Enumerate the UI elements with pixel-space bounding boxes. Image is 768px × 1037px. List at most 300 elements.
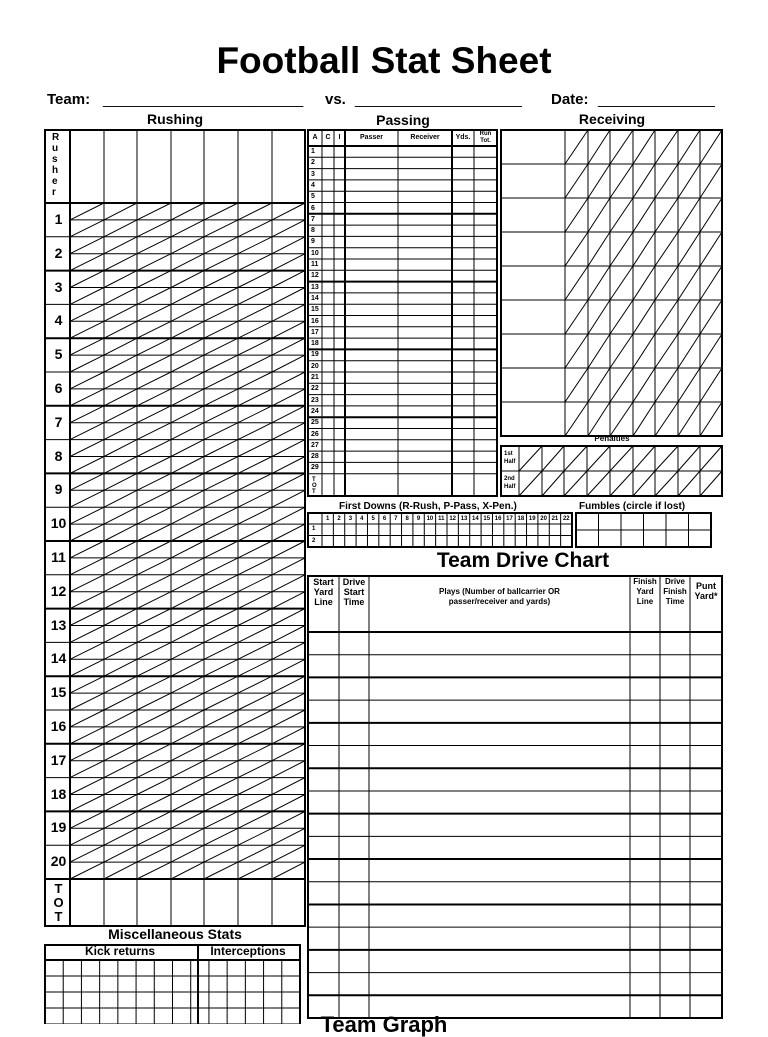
- rushing-title: Rushing: [147, 111, 203, 127]
- rushing-slash: [70, 828, 104, 845]
- rushing-total-letter: O: [53, 895, 64, 910]
- penalties-slash: [633, 446, 655, 471]
- receiving-title: Receiving: [578, 111, 646, 127]
- receiving-slash: [588, 334, 610, 368]
- rushing-slash: [137, 811, 171, 828]
- rushing-slash: [171, 778, 204, 795]
- rushing-slash: [238, 288, 272, 305]
- rushing-slash: [104, 423, 137, 440]
- rushing-slash: [204, 389, 238, 406]
- rushing-slash: [204, 423, 238, 440]
- passing-col-total: Tot.: [480, 138, 491, 144]
- drive-col-start-yard: Line: [314, 597, 333, 607]
- rushing-slash: [238, 355, 272, 372]
- rushing-slash: [238, 541, 272, 558]
- rushing-slash: [70, 811, 104, 828]
- rushing-slash: [204, 288, 238, 305]
- rushing-slash: [104, 440, 137, 457]
- receiving-slash: [655, 334, 678, 368]
- penalties-half2-a: 2nd: [504, 476, 515, 482]
- rushing-slash: [238, 304, 272, 321]
- drive-col-start-yard: Start: [313, 577, 334, 587]
- passing-row-number: 5: [311, 193, 315, 201]
- rushing-slash: [238, 473, 272, 490]
- rushing-row-number: 11: [51, 549, 66, 565]
- rushing-slash: [137, 778, 171, 795]
- rushing-slash: [272, 778, 305, 795]
- receiving-slash: [678, 402, 700, 436]
- rushing-slash: [104, 659, 137, 676]
- receiving-slash: [678, 164, 700, 198]
- rushing-slash: [238, 558, 272, 575]
- rusher-header-letter: s: [52, 154, 58, 165]
- rushing-slash: [104, 727, 137, 744]
- passing-row-number: 25: [311, 419, 319, 427]
- rushing-slash: [104, 592, 137, 609]
- rushing-slash: [137, 727, 171, 744]
- first-downs-col-number: 20: [540, 516, 547, 522]
- receiving-slash: [588, 232, 610, 266]
- receiving-slash: [610, 164, 633, 198]
- rushing-slash: [171, 710, 204, 727]
- rushing-slash: [171, 828, 204, 845]
- rushing-slash: [137, 524, 171, 541]
- rushing-slash: [171, 676, 204, 693]
- rushing-slash: [272, 507, 305, 524]
- rushing-slash: [104, 304, 137, 321]
- passing-row-number: 14: [311, 294, 319, 302]
- penalties-slash: [655, 446, 678, 471]
- rushing-table-border: [45, 130, 305, 926]
- rushing-slash: [137, 304, 171, 321]
- rushing-slash: [104, 541, 137, 558]
- first-downs-col-number: 2: [337, 516, 341, 522]
- rushing-slash: [137, 609, 171, 626]
- page-title: Football Stat Sheet: [216, 40, 552, 81]
- rushing-slash: [104, 203, 137, 220]
- rushing-slash: [238, 237, 272, 254]
- rushing-slash: [171, 473, 204, 490]
- rushing-row-number: 16: [50, 718, 67, 734]
- rushing-slash: [104, 609, 137, 626]
- passing-row-number: 28: [311, 453, 319, 461]
- rushing-slash: [238, 642, 272, 659]
- rushing-slash: [238, 220, 272, 237]
- rushing-slash: [137, 845, 171, 862]
- rushing-row-number: 3: [54, 278, 63, 295]
- rushing-slash: [104, 524, 137, 541]
- rushing-slash: [272, 288, 305, 305]
- opponent-field[interactable]: ____________________: [355, 91, 522, 108]
- rushing-slash: [238, 659, 272, 676]
- rushing-slash: [137, 693, 171, 710]
- rushing-slash: [70, 761, 104, 778]
- rushing-slash: [137, 423, 171, 440]
- rushing-slash: [272, 862, 305, 879]
- rushing-slash: [171, 237, 204, 254]
- rushing-slash: [171, 372, 204, 389]
- rushing-slash: [137, 862, 171, 879]
- rushing-slash: [137, 457, 171, 474]
- rushing-slash: [272, 592, 305, 609]
- rushing-slash: [104, 778, 137, 795]
- rushing-slash: [238, 795, 272, 812]
- rushing-slash: [137, 406, 171, 423]
- rushing-slash: [70, 237, 104, 254]
- rushing-slash: [137, 744, 171, 761]
- passing-col-intercept: I: [338, 134, 341, 141]
- rushing-slash: [137, 440, 171, 457]
- passing-row-number: 17: [311, 328, 319, 336]
- drive-col-finish-yard: Finish: [633, 577, 657, 586]
- passing-row-number: 23: [311, 396, 319, 404]
- penalties-slash: [633, 471, 655, 496]
- rushing-slash: [70, 490, 104, 507]
- rushing-slash: [204, 642, 238, 659]
- passing-row-number: 1: [311, 148, 315, 155]
- rushing-slash: [238, 440, 272, 457]
- rushing-slash: [104, 795, 137, 812]
- rushing-row-number: 2: [54, 244, 63, 261]
- rushing-slash: [104, 254, 137, 271]
- rushing-slash: [70, 659, 104, 676]
- rushing-row-number: 14: [50, 650, 67, 667]
- receiving-slash: [655, 198, 678, 232]
- receiving-slash: [588, 130, 610, 164]
- passing-col-receiver: Receiver: [410, 134, 440, 141]
- rushing-slash: [70, 524, 104, 541]
- first-downs-col-number: 12: [449, 516, 457, 522]
- rushing-slash: [137, 507, 171, 524]
- rushing-slash: [238, 744, 272, 761]
- rushing-row-number: 20: [50, 853, 67, 870]
- rushing-slash: [272, 795, 305, 812]
- rushing-slash: [171, 507, 204, 524]
- rushing-slash: [272, 744, 305, 761]
- rushing-slash: [171, 811, 204, 828]
- receiving-slash: [565, 130, 588, 164]
- rusher-header-letter: r: [52, 187, 56, 198]
- rushing-slash: [137, 828, 171, 845]
- rushing-slash: [104, 845, 137, 862]
- rushing-slash: [204, 727, 238, 744]
- receiving-slash: [633, 368, 655, 402]
- rushing-slash: [171, 406, 204, 423]
- first-downs-col-number: 15: [483, 516, 491, 522]
- rushing-slash: [238, 524, 272, 541]
- rushing-slash: [238, 710, 272, 727]
- rushing-slash: [171, 795, 204, 812]
- first-downs-row-number: 2: [312, 537, 316, 544]
- rushing-slash: [272, 220, 305, 237]
- penalties-slash: [610, 471, 633, 496]
- rushing-slash: [104, 271, 137, 288]
- rushing-slash: [238, 727, 272, 744]
- rushing-slash: [70, 609, 104, 626]
- passing-row-number: 11: [311, 261, 319, 268]
- rushing-slash: [171, 609, 204, 626]
- interceptions-label: Interceptions: [210, 944, 286, 958]
- receiving-slash: [700, 300, 722, 334]
- rushing-slash: [104, 811, 137, 828]
- rushing-slash: [137, 676, 171, 693]
- rushing-slash: [204, 507, 238, 524]
- first-downs-col-number: 16: [494, 516, 502, 522]
- rushing-slash: [171, 389, 204, 406]
- first-downs-col-number: 19: [528, 516, 536, 522]
- first-downs-title: First Downs (R-Rush, P-Pass, X-Pen.): [339, 501, 517, 512]
- rushing-slash: [272, 355, 305, 372]
- rushing-slash: [238, 626, 272, 643]
- receiving-slash: [700, 198, 722, 232]
- penalties-slash: [587, 471, 610, 496]
- receiving-slash: [655, 232, 678, 266]
- rushing-slash: [104, 710, 137, 727]
- passing-total-letter: T: [312, 488, 316, 495]
- receiving-slash: [588, 164, 610, 198]
- rushing-slash: [204, 321, 238, 338]
- rushing-slash: [238, 338, 272, 355]
- rushing-slash: [137, 237, 171, 254]
- rushing-slash: [204, 271, 238, 288]
- rushing-slash: [104, 220, 137, 237]
- penalties-slash: [700, 446, 722, 471]
- receiving-slash: [678, 300, 700, 334]
- rushing-slash: [238, 862, 272, 879]
- receiving-slash: [633, 266, 655, 300]
- rushing-slash: [137, 355, 171, 372]
- rushing-row-number: 15: [50, 684, 67, 701]
- rushing-slash: [272, 389, 305, 406]
- rushing-slash: [272, 676, 305, 693]
- rushing-slash: [104, 355, 137, 372]
- rushing-slash: [272, 642, 305, 659]
- passing-row-number: 16: [311, 317, 319, 325]
- rushing-slash: [104, 372, 137, 389]
- drive-col-finish-time: Drive: [664, 577, 685, 586]
- penalties-slash: [587, 446, 610, 471]
- rushing-slash: [238, 507, 272, 524]
- rushing-slash: [171, 626, 204, 643]
- rushing-slash: [238, 406, 272, 423]
- receiving-slash: [633, 334, 655, 368]
- passing-row-number: 21: [311, 374, 319, 381]
- rushing-slash: [238, 372, 272, 389]
- rushing-slash: [238, 811, 272, 828]
- rushing-slash: [137, 575, 171, 592]
- receiving-slash: [700, 164, 722, 198]
- rushing-row-number: 17: [50, 751, 67, 768]
- receiving-slash: [588, 402, 610, 436]
- rushing-slash: [171, 845, 204, 862]
- rushing-slash: [70, 642, 104, 659]
- rushing-slash: [70, 592, 104, 609]
- rushing-slash: [137, 321, 171, 338]
- rushing-slash: [171, 321, 204, 338]
- rushing-row-number: 1: [54, 211, 63, 227]
- rushing-slash: [171, 575, 204, 592]
- rushing-slash: [272, 710, 305, 727]
- rushing-row-number: 6: [54, 380, 63, 396]
- rushing-slash: [171, 457, 204, 474]
- receiving-slash: [655, 266, 678, 300]
- date-field[interactable]: ______________: [598, 91, 715, 108]
- rushing-slash: [171, 338, 204, 355]
- rushing-slash: [204, 473, 238, 490]
- rushing-slash: [70, 457, 104, 474]
- rushing-slash: [272, 321, 305, 338]
- passing-col-passer: Passer: [360, 134, 383, 141]
- rushing-slash: [70, 727, 104, 744]
- rushing-slash: [171, 220, 204, 237]
- passing-row-number: 20: [311, 362, 319, 370]
- receiving-slash: [565, 232, 588, 266]
- rushing-slash: [272, 457, 305, 474]
- team-field[interactable]: ________________________: [103, 91, 304, 108]
- rushing-slash: [104, 338, 137, 355]
- rushing-slash: [238, 203, 272, 220]
- rushing-slash: [204, 575, 238, 592]
- rushing-row-number: 9: [54, 481, 63, 498]
- rushing-slash: [238, 609, 272, 626]
- rushing-slash: [137, 795, 171, 812]
- receiving-slash: [655, 164, 678, 198]
- passing-row-number: 4: [311, 181, 315, 189]
- first-downs-col-number: 10: [426, 516, 434, 522]
- rushing-slash: [204, 778, 238, 795]
- first-downs-col-number: 14: [472, 516, 479, 522]
- passing-col-complete: C: [325, 134, 331, 141]
- rushing-slash: [204, 626, 238, 643]
- receiving-slash: [565, 164, 588, 198]
- rushing-slash: [70, 693, 104, 710]
- rushing-slash: [204, 862, 238, 879]
- rushing-slash: [204, 524, 238, 541]
- rushing-row-number: 13: [50, 616, 67, 633]
- team-label: Team:: [47, 91, 91, 108]
- rushing-slash: [272, 271, 305, 288]
- rushing-slash: [272, 575, 305, 592]
- rushing-slash: [272, 659, 305, 676]
- rushing-slash: [272, 524, 305, 541]
- vs-label: vs.: [325, 91, 346, 108]
- rushing-total-letter: T: [54, 881, 63, 896]
- rushing-slash: [70, 710, 104, 727]
- rushing-row-number: 12: [50, 582, 67, 599]
- rushing-slash: [238, 761, 272, 778]
- rushing-slash: [171, 490, 204, 507]
- receiving-slash: [610, 130, 633, 164]
- rushing-slash: [70, 389, 104, 406]
- rushing-slash: [104, 406, 137, 423]
- rushing-slash: [70, 338, 104, 355]
- rushing-slash: [171, 541, 204, 558]
- rushing-slash: [137, 288, 171, 305]
- passing-table-border: [308, 130, 497, 496]
- rushing-slash: [204, 338, 238, 355]
- receiving-slash: [610, 300, 633, 334]
- rushing-row-number: 19: [50, 819, 67, 836]
- rushing-slash: [171, 592, 204, 609]
- receiving-slash: [678, 130, 700, 164]
- rushing-slash: [238, 676, 272, 693]
- rushing-slash: [104, 288, 137, 305]
- rushing-slash: [204, 828, 238, 845]
- rushing-slash: [272, 440, 305, 457]
- rusher-header-letter: u: [52, 143, 59, 154]
- rushing-slash: [104, 642, 137, 659]
- rushing-slash: [104, 237, 137, 254]
- rushing-slash: [238, 389, 272, 406]
- rushing-slash: [104, 558, 137, 575]
- rushing-slash: [272, 237, 305, 254]
- drive-col-finish-time: Finish: [663, 587, 687, 596]
- rushing-slash: [70, 626, 104, 643]
- rushing-slash: [204, 304, 238, 321]
- first-downs-col-number: 6: [382, 516, 387, 522]
- first-downs-col-number: 4: [360, 516, 364, 522]
- rushing-slash: [104, 828, 137, 845]
- penalties-slash: [542, 471, 564, 496]
- passing-total-letter: T: [312, 476, 316, 483]
- rushing-slash: [272, 693, 305, 710]
- rushing-slash: [70, 220, 104, 237]
- rushing-slash: [171, 288, 204, 305]
- rushing-slash: [272, 473, 305, 490]
- rushing-slash: [238, 592, 272, 609]
- rushing-slash: [137, 659, 171, 676]
- rushing-row-number: 5: [54, 346, 63, 363]
- rushing-slash: [70, 321, 104, 338]
- rushing-slash: [238, 271, 272, 288]
- rushing-slash: [70, 440, 104, 457]
- rushing-slash: [238, 828, 272, 845]
- rushing-slash: [204, 203, 238, 220]
- passing-row-number: 8: [311, 227, 315, 235]
- rushing-slash: [171, 254, 204, 271]
- rushing-slash: [204, 659, 238, 676]
- rushing-slash: [204, 845, 238, 862]
- receiving-slash: [565, 300, 588, 334]
- rushing-slash: [104, 507, 137, 524]
- rushing-slash: [171, 727, 204, 744]
- receiving-slash: [610, 368, 633, 402]
- passing-row-number: 26: [311, 430, 319, 438]
- rushing-slash: [137, 254, 171, 271]
- rushing-slash: [104, 862, 137, 879]
- rushing-slash: [70, 271, 104, 288]
- passing-col-run: Run: [479, 131, 492, 137]
- rushing-slash: [272, 406, 305, 423]
- first-downs-col-number: 11: [438, 516, 445, 522]
- drive-col-finish-yard: Line: [636, 597, 654, 606]
- receiving-slash: [700, 232, 722, 266]
- penalties-slash: [610, 446, 633, 471]
- passing-col-attempt: A: [312, 134, 318, 141]
- misc-stats-title: Miscellaneous Stats: [108, 926, 242, 942]
- rushing-slash: [204, 490, 238, 507]
- drive-col-finish-yard: Yard: [636, 587, 654, 596]
- receiving-slash: [678, 198, 700, 232]
- penalties-slash: [700, 471, 722, 496]
- rushing-row-number: 4: [54, 312, 63, 329]
- rushing-slash: [204, 254, 238, 271]
- rushing-slash: [104, 693, 137, 710]
- date-label: Date:: [551, 91, 589, 108]
- penalties-slash: [564, 446, 587, 471]
- fumbles-title: Fumbles (circle if lost): [579, 501, 686, 512]
- rushing-slash: [70, 575, 104, 592]
